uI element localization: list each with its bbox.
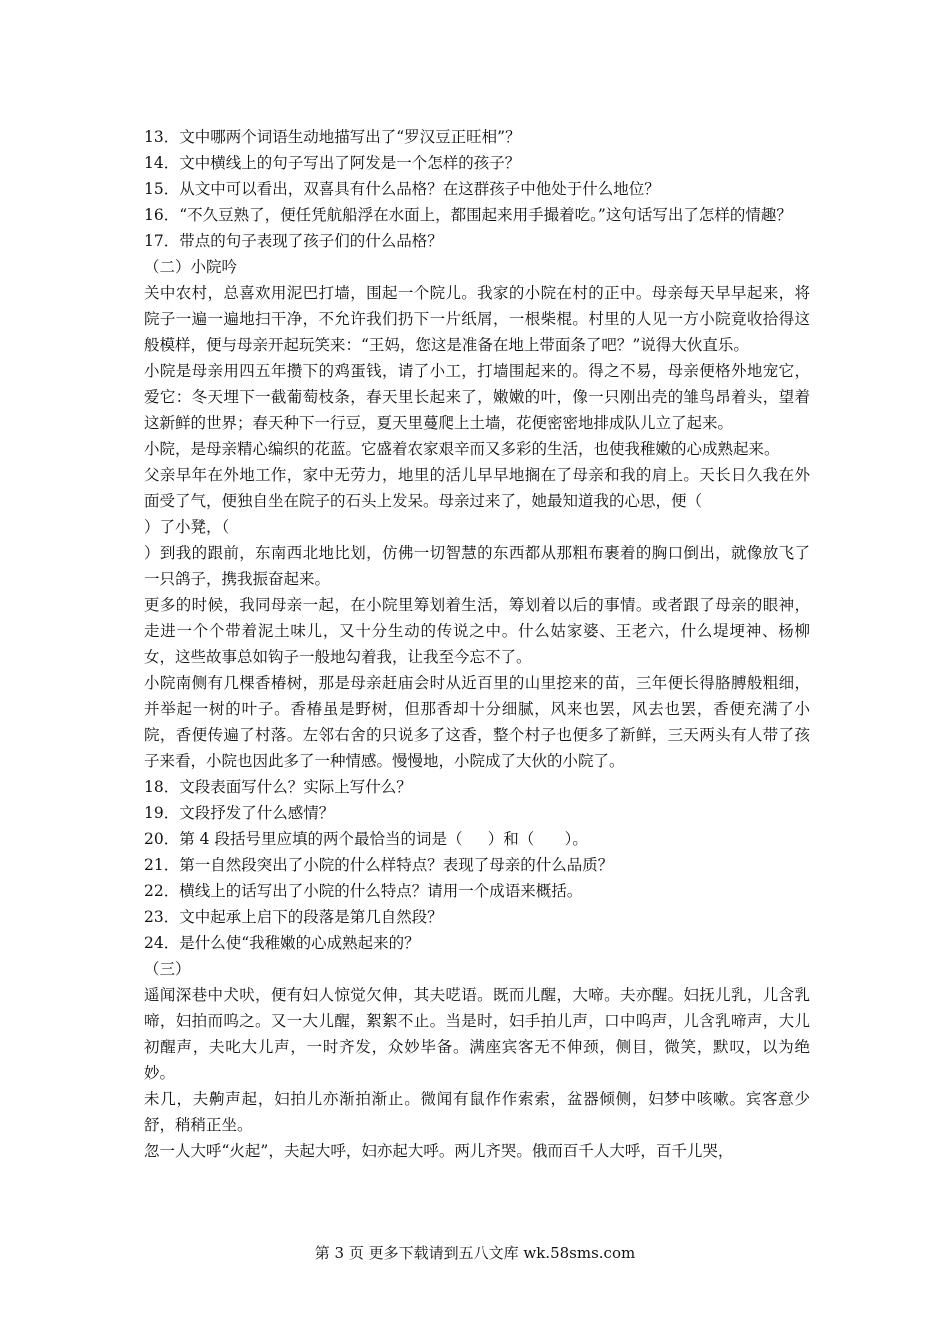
page-content [144, 124, 810, 1164]
question-21: 21．第一自然段突出了小院的什么样特点？表现了母亲的什么品质？ [144, 856, 614, 874]
question-14: 14．文中横线上的句子写出了阿发是一个怎样的孩子？ [144, 154, 521, 172]
question-22: 22．横线上的话写出了小院的什么特点？请用一个成语来概括。 [144, 882, 583, 900]
section-2-paragraph-4-cont: ）到我的跟前，东南西北地比划，仿佛一切智慧的东西都从那粗布裹着的胸口倒出，就像放飞了一只鸽子，携我振奋起来。 [144, 544, 810, 588]
section-2-paragraph-1: 关中农村，总喜欢用泥巴打墙，围起一个院儿。我家的小院在村的正中。母亲每天早早起来，将院子一遍一遍地扫干净，不允许我们扔下一片纸屑，一根柴棍。村里的人见一方小院竟收拾得这般模样，便与母亲开起玩笑来：“王妈，您这是准备在地上带面条了吧？”说得大伙直乐。 [144, 284, 810, 354]
section-2-paragraph-6: 小院南侧有几棵香椿树，那是母亲赶庙会时从近百里的山里挖来的苗，三年便长得胳膊般粗细，并举起一树的叶子。香椿虽是野树，但那香却十分细腻，风来也罢，风去也罢，香便充满了小院，香便传遍了村落。左邻右舍的只说多了这香，整个村子也便多了新鲜，三天两头有人带了孩子来看，小院也因此多了一种情感。慢慢地，小院成了大伙的小院了。 [144, 674, 810, 770]
section-2-paragraph-2: 小院是母亲用四五年攒下的鸡蛋钱，请了小工，打墙围起来的。得之不易，母亲便格外地宠它，爱它：冬天埋下一截葡萄枝条，春天里长起来了，嫩嫩的叶，像一只刚出壳的雏鸟昂着头，望着这新鲜的世界；春天种下一行豆，夏天里蔓爬上土墙，花便密密地排成队儿立了起来。 [144, 362, 810, 432]
question-15: 15．从文中可以看出，双喜具有什么品格？在这群孩子中他处于什么地位？ [144, 180, 660, 198]
section-2-paragraph-5: 更多的时候，我同母亲一起，在小院里筹划着生活，筹划着以后的事情。或者跟了母亲的眼神，走进一个个带着泥土味儿，又十分生动的传说之中。什么姑家婆、王老六，什么堤埂神、杨柳女，这些故事总如钩子一般地勾着我，让我至今忘不了。 [144, 596, 810, 666]
section-2-paragraph-4: 父亲早年在外地工作，家中无劳力，地里的活儿早早地搁在了母亲和我的肩上。天长日久我在外面受了气，便独自坐在院子的石头上发呆。母亲过来了，她最知道我的心思，便（ [144, 466, 810, 510]
page-footer: 第 3 页 更多下载请到五八文库 wk.58sms.com [314, 1244, 636, 1262]
section-2-paragraph-3: 小院，是母亲精心编织的花蓝。它盛着农家艰辛而又多彩的生活，也使我稚嫩的心成熟起来。 [144, 440, 780, 458]
section-3-heading: （三） [144, 960, 191, 978]
question-18: 18．文段表面写什么？实际上写什么？ [144, 778, 412, 796]
question-20: 20．第 4 段括号里应填的两个最恰当的词是（ ）和（ ）。 [144, 830, 588, 848]
section-3-paragraph-1: 遥闻深巷中犬吠，便有妇人惊觉欠伸，其夫呓语。既而儿醒，大啼。夫亦醒。妇抚儿乳，儿含乳啼，妇拍而呜之。又一大儿醒，絮絮不止。当是时，妇手拍儿声，口中呜声，儿含乳啼声，大儿初醒声，夫叱大儿声，一时齐发，众妙毕备。满座宾客无不伸颈，侧目，微笑，默叹，以为绝妙。 [144, 986, 810, 1082]
question-19: 19．文段抒发了什么感情？ [144, 804, 335, 822]
section-3-paragraph-2: 未几，夫齁声起，妇拍儿亦渐拍渐止。微闻有鼠作作索索，盆器倾侧，妇梦中咳嗽。宾客意少舒，稍稍正坐。 [144, 1090, 810, 1134]
section-2-paragraph-4-blank-line: ）了小凳，（ [144, 518, 230, 536]
question-24: 24．是什么使“我稚嫩的心成熟起来的？ [144, 934, 420, 952]
section-3-paragraph-3: 忽一人大呼“火起”，夫起大呼，妇亦起大呼。两儿齐哭。俄而百千人大呼，百千儿哭， [144, 1142, 734, 1160]
question-17: 17．带点的句子表现了孩子们的什么品格？ [144, 232, 443, 250]
section-2-heading: （二）小院吟 [144, 258, 238, 276]
question-16: 16．“不久豆熟了，便任凭航船浮在水面上，都围起来用手撮着吃。”这句话写出了怎样的情趣？ [144, 206, 792, 224]
question-23: 23．文中起承上启下的段落是第几自然段？ [144, 908, 443, 926]
question-13: 13．文中哪两个词语生动地描写出了“罗汉豆正旺相”？ [144, 128, 521, 146]
